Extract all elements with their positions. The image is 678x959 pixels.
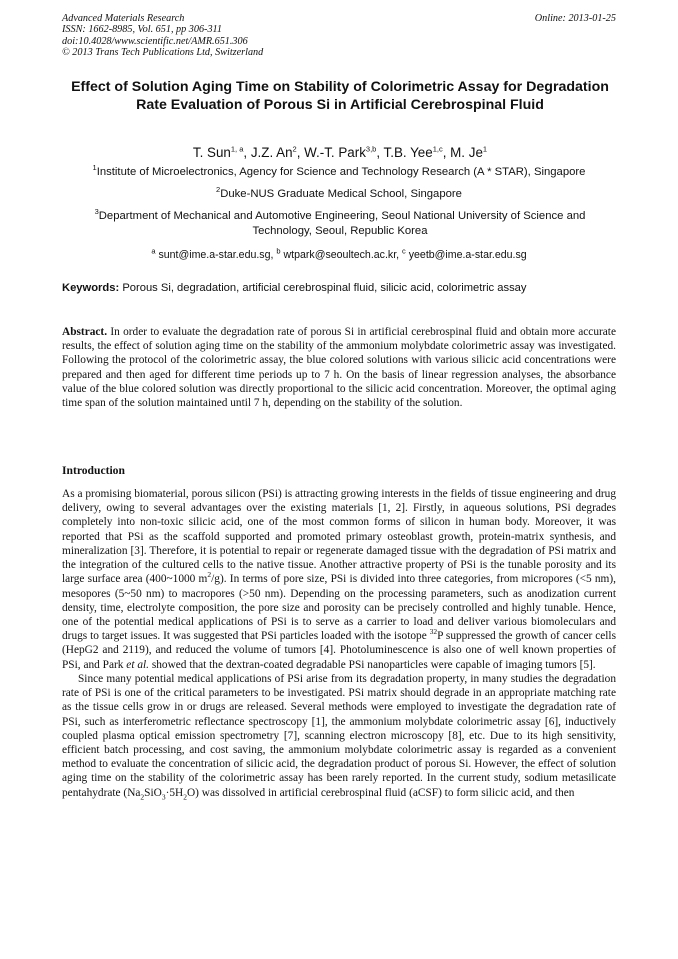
email-address: yeetb@ime.a-star.edu.sg [408, 249, 527, 261]
doi-line: doi:10.4028/www.scientific.net/AMR.651.306 [62, 35, 248, 47]
abstract-paragraph [62, 325, 616, 410]
author-name: T.B. Yee [383, 145, 433, 160]
copyright-line: © 2013 Trans Tech Publications Ltd, Switzerland [62, 47, 264, 59]
affiliation-number: 2 [216, 185, 221, 195]
affiliation-number: 1 [92, 163, 97, 173]
text-run: Since many potential medical applications of PSi arise from its degradation property, in many studies the degradation rate of PSi is one of the critical parameters to be investigated. PSi matrix should degrade in an appropriate matching rate as the tissue cells grow in or drugs are released. Several methods were employed to investigate the degradation rate of PSi, such as interferometric reflectance spectroscopy [1], the ammonium molybdate colorimetric assay [6], inductively coupled plasma optical emission spectrometry [7], scanning electron microscopy [8], etc. Due to its high sensitivity, efficient batch processing, and cost saving, the ammonium molybdate colorimetric assay is regarded as a convenient method to evaluate the concentration of silicic acid, the degradation product of porous Si. However, the effect of solution aging time on the stability of the colorimetric assay has been rarely reported. In the current study, sodium metasilicate pentahydrate (Na [62, 672, 616, 799]
journal-name: Advanced Materials Research [62, 13, 185, 24]
email-mark: b [276, 246, 281, 256]
text-run: As a promising biomaterial, porous silicon (PSi) is attracting growing interests in the fields of tissue engineering and drug delivery, owing to several advantages over the existing materials [1, 2]. Firstly, in aqueous solutions, PSi degrades completely into non-toxic silicic acid, one of the most common forms of silicon in human body. Moreover, it was reported that PSi as the scaffold supported and promoted primary osteoblast growth, protein-matrix synthesis, and mineralization [3]. Therefore, it is potential to repair or regenerate damaged tissue with the degradation of PSi matrix and the integration of the cultured cells to the native tissue. Another attractive property of PSi is the tunable porosity and its large surface area (400~1000 m [62, 488, 616, 586]
keywords [62, 281, 616, 296]
subscript: 2 [183, 791, 187, 801]
affiliation-text: Duke-NUS Graduate Medical School, Singapore [220, 188, 462, 200]
text-run: /g). In terms of pore size, PSi is divided into three categories, from micropores (<5 nm), mesopores (5~50 nm) to macropores (>50 nm). Depending on the processing parameters, such as anodization current density, time, electrolyte composition, the pore size and porosity can be precisely controlled and highly tunable. Hence, one of the potential medical applications of PSi is to serve as a carrier to load and deliver various biomoleculars and drugs to target issues. It was suggested that PSi particles loaded with the isotope [62, 573, 616, 643]
text-run: SiO [144, 786, 162, 799]
affiliation-text: Department of Mechanical and Automotive Engineering, Seoul National University of Science and Technology, Seoul, Republic Korea [98, 210, 586, 237]
superscript: 32 [429, 627, 438, 637]
author-separator: , [243, 145, 251, 160]
affiliation-2 [62, 187, 616, 202]
affiliation-3 [66, 209, 614, 239]
paper-title: Effect of Solution Aging Time on Stability of Colorimetric Assay for Degradation Rate Evaluation of Porous Si in Artificial Cerebrospinal Fluid [71, 79, 609, 113]
author-name: M. Je [450, 145, 483, 160]
author-affiliation-mark: 3,b [365, 144, 377, 154]
intro-paragraph-2 [62, 672, 616, 800]
author-name: W.-T. Park [304, 145, 366, 160]
author-affiliation-mark: 1, a [230, 144, 244, 154]
subscript: 2 [140, 791, 145, 801]
author-separator: , [442, 145, 451, 160]
intro-paragraph-1 [62, 487, 616, 672]
subscript: 3 [161, 791, 166, 801]
keywords-label: Keywords: [62, 282, 120, 294]
introduction-body [62, 487, 616, 800]
abstract-text: In order to evaluate the degradation rate of porous Si in artificial cerebrospinal fluid and obtain more accurate results, the effect of solution aging time on the stability of the ammonium molybdate colorimetric assay was investigated. Following the protocol of the colorimetric assay, the blue colored solutions with various silicic acid concentrations were prepared and then aged for different time periods up to 7 h. On the basis of linear regression analyses, the absorbance value of the blue colored solution was directly proportional to the silicic acid concentration. Moreover, the optimal aging time span of the solution maintained until 7 h, depending on the stability of the solution. [62, 326, 616, 410]
author-list [60, 144, 620, 162]
text-run: showed that the dextran-coated degradable PSi nanoparticles were capable of imaging tumors [5]. [148, 658, 596, 671]
text-run: ·5H [165, 786, 184, 799]
text-run: O) was dissolved in artificial cerebrospinal fluid (aCSF) to form silicic acid, and then [186, 786, 575, 799]
affiliation-number: 3 [94, 207, 99, 217]
affiliation-text: Institute of Microelectronics, Agency for Science and Technology Research (A * STAR), Singapore [96, 166, 586, 178]
author-name: J.Z. An [250, 145, 293, 160]
journal-header [62, 13, 616, 59]
abstract-label: Abstract. [62, 326, 108, 338]
author-affiliation-mark: 2 [292, 144, 297, 154]
email-list: $^a$ sunt@ime.a-star.edu.sg, $^b$ wtpark@seoultech.ac.kr, $^c$ yeetb@ime.a-star.edu.sg [151, 246, 527, 261]
author-separator: , [296, 145, 305, 160]
keywords-text: Porous Si, degradation, artificial cerebrospinal fluid, silicic acid, colorimetric assay [122, 282, 527, 294]
issn-line: ISSN: 1662-8985, Vol. 651, pp 306-311 [62, 24, 222, 36]
email-mark: c [402, 246, 406, 256]
text-run: P suppressed the growth of cancer cells (HepG2 and 2119), and reduced the volume of tumors [4]. Photoluminescence is also one of well known properties of PSi, and Park [62, 630, 616, 671]
italic-text: et al. [126, 658, 149, 671]
superscript: 2 [207, 570, 212, 580]
email-mark: a [151, 246, 156, 256]
affiliation-1 [62, 165, 616, 180]
email-address: sunt@ime.a-star.edu.sg [158, 249, 271, 261]
author-name: T. Sun [192, 145, 231, 160]
author-separator: , [376, 145, 384, 160]
section-heading-introduction: Introduction [62, 464, 125, 477]
email-address: wtpark@seoultech.ac.kr [283, 249, 397, 261]
author-affiliation-mark: 1 [482, 144, 488, 154]
author-affiliation-mark: 1,c [432, 144, 443, 154]
online-date: Online: 2013-01-25 [534, 13, 616, 24]
